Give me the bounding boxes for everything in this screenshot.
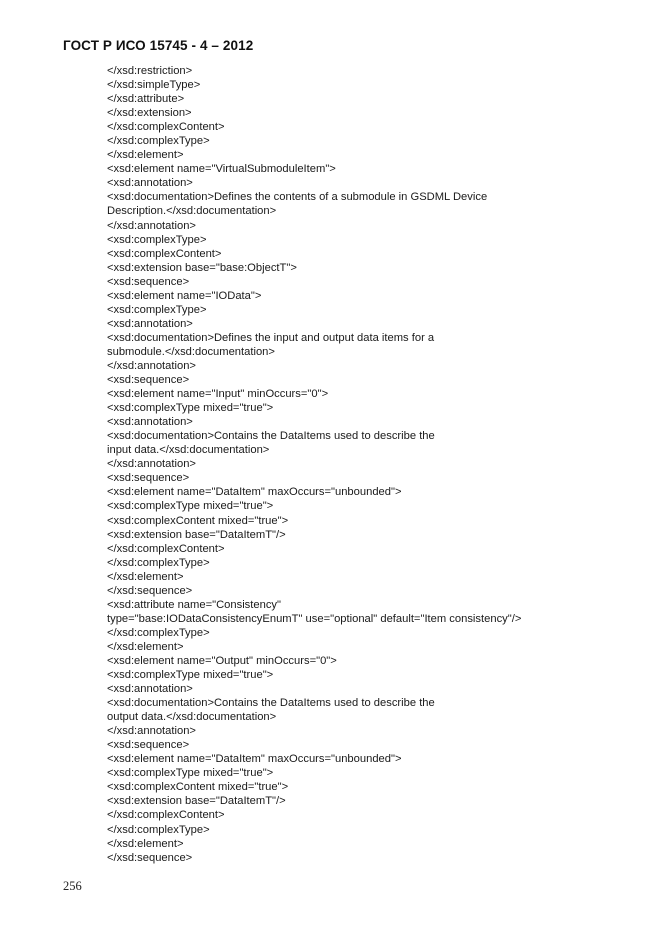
code-line: <xsd:complexContent mixed="true"> [107, 781, 289, 794]
code-line: </xsd:annotation> [107, 458, 196, 471]
code-line: </xsd:simpleType> [107, 79, 201, 92]
code-line: <xsd:element name="VirtualSubmoduleItem"> [107, 163, 336, 176]
code-line: <xsd:annotation> [107, 416, 193, 429]
code-line: <xsd:element name="Input" minOccurs="0"> [107, 388, 329, 401]
code-line: </xsd:attribute> [107, 93, 185, 106]
code-line: <xsd:complexType> [107, 233, 207, 246]
code-line: </xsd:annotation> [107, 359, 196, 372]
code-line: <xsd:element name="DataItem" maxOccurs="unbounded"> [107, 753, 402, 766]
code-line: </xsd:complexType> [107, 823, 210, 836]
code-line: <xsd:complexType mixed="true"> [107, 402, 274, 415]
code-line: </xsd:annotation> [107, 219, 196, 232]
code-line: <xsd:documentation>Defines the input and output data items for a [107, 331, 435, 344]
code-line: type="base:IODataConsistencyEnumT" use="optional" default="Item consistency"/> [107, 612, 522, 625]
code-line: </xsd:element> [107, 837, 184, 850]
code-line: <xsd:extension base="DataItemT"/> [107, 528, 286, 541]
code-line: <xsd:complexContent mixed="true"> [107, 514, 289, 527]
code-line: <xsd:complexType mixed="true"> [107, 669, 274, 682]
code-line: <xsd:attribute name="Consistency" [107, 598, 281, 611]
document-header: ГОСТ Р ИСО 15745 - 4 – 2012 [63, 38, 254, 53]
code-line: <xsd:complexContent> [107, 247, 222, 260]
code-line: </xsd:element> [107, 570, 184, 583]
code-line: <xsd:complexType mixed="true"> [107, 767, 274, 780]
code-line: <xsd:annotation> [107, 177, 193, 190]
code-line: <xsd:element name="IOData"> [107, 289, 262, 302]
code-line: </xsd:complexType> [107, 135, 210, 148]
code-line: <xsd:complexType> [107, 303, 207, 316]
code-line: </xsd:element> [107, 149, 184, 162]
code-line: <xsd:documentation>Contains the DataItems used to describe the [107, 430, 435, 443]
code-line: <xsd:element name="DataItem" maxOccurs="unbounded"> [107, 486, 402, 499]
code-line: output data.</xsd:documentation> [107, 711, 277, 724]
code-line: </xsd:element> [107, 640, 184, 653]
code-line: <xsd:sequence> [107, 374, 190, 387]
code-line: </xsd:extension> [107, 107, 192, 120]
code-line: <xsd:sequence> [107, 739, 190, 752]
code-line: <xsd:extension base="DataItemT"/> [107, 795, 286, 808]
code-line: input data.</xsd:documentation> [107, 444, 270, 457]
code-line: </xsd:restriction> [107, 65, 193, 77]
code-line: <xsd:annotation> [107, 683, 193, 696]
code-line: </xsd:complexContent> [107, 121, 225, 134]
code-line: <xsd:sequence> [107, 275, 190, 288]
code-line: </xsd:complexType> [107, 556, 210, 569]
code-line: <xsd:documentation>Contains the DataItems used to describe the [107, 697, 435, 710]
code-line: </xsd:complexContent> [107, 542, 225, 555]
page-number: 256 [63, 879, 82, 893]
code-line: <xsd:extension base="base:ObjectT"> [107, 261, 297, 274]
code-line: </xsd:sequence> [107, 851, 193, 864]
code-line: <xsd:element name="Output" minOccurs="0"> [107, 654, 337, 667]
code-line: submodule.</xsd:documentation> [107, 345, 275, 358]
code-line: </xsd:complexContent> [107, 809, 225, 822]
code-line: </xsd:annotation> [107, 725, 196, 738]
code-line: <xsd:annotation> [107, 317, 193, 330]
code-line: Description.</xsd:documentation> [107, 205, 277, 218]
code-line: </xsd:complexType> [107, 626, 210, 639]
xsd-code-listing [107, 64, 521, 865]
code-line: <xsd:sequence> [107, 472, 190, 485]
code-line: </xsd:sequence> [107, 584, 193, 597]
code-line: <xsd:complexType mixed="true"> [107, 500, 274, 513]
code-line: <xsd:documentation>Defines the contents of a submodule in GSDML Device [107, 191, 488, 204]
